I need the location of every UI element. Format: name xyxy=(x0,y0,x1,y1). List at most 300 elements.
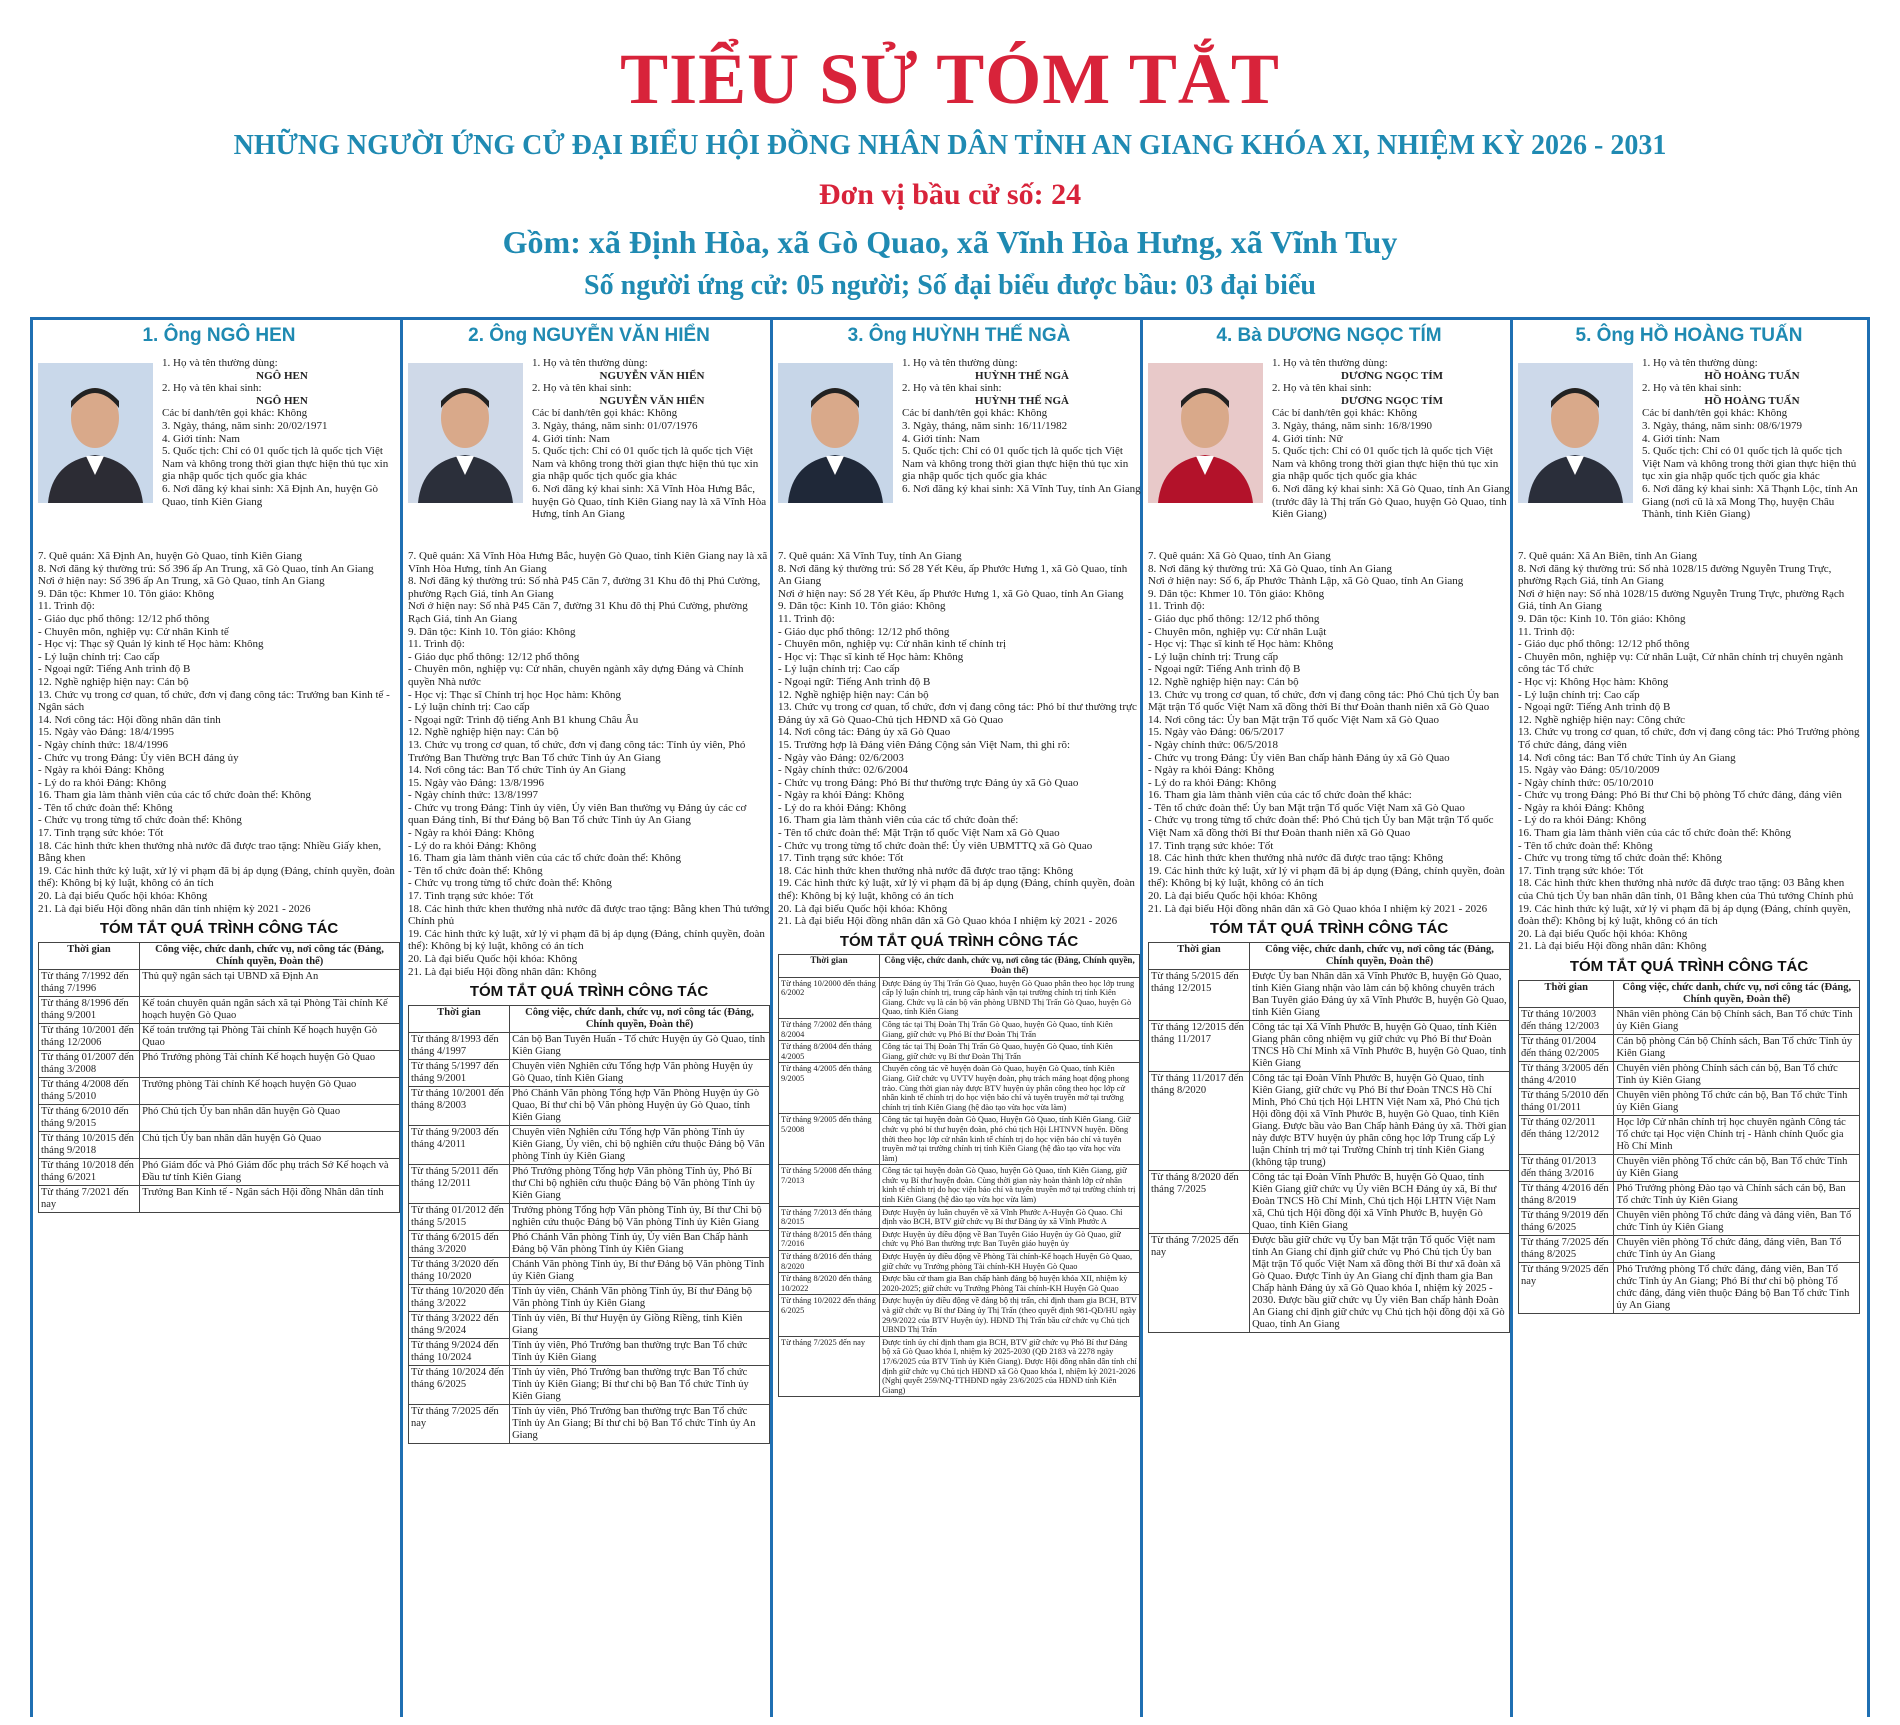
detail-line: 14. Nơi công tác: Ban Tổ chức Tỉnh ủy An Giang xyxy=(1518,751,1736,764)
info-line: 1. Họ và tên thường dùng: xyxy=(1272,357,1388,369)
info-line: 6. Nơi đăng ký khai sinh: Xã Gò Quao, tỉnh An Giang (trước đây là Thị trấn Gò Quao, huyện Gò Quao, tỉnh Kiên Giang) xyxy=(1272,482,1510,521)
info-line: 4. Giới tính: Nam xyxy=(162,432,240,445)
job-cell: Phó Trưởng phòng Tài chính Kế hoạch huyện Gò Quao xyxy=(140,1050,400,1077)
job-cell: Chuyên viên Nghiên cứu Tổng hợp Văn phòng Huyện ủy Gò Quao, tỉnh Kiên Giang xyxy=(510,1059,770,1086)
table-row xyxy=(1519,1061,1860,1088)
detail-line: 11. Trình độ: xyxy=(1148,600,1205,613)
detail-line: - Lý luận chính trị: Cao cấp xyxy=(408,701,530,714)
candidate-info xyxy=(532,357,772,521)
detail-line: - Lý luận chính trị: Trung cấp xyxy=(1148,650,1279,663)
detail-line: - Giáo dục phổ thông: 12/12 phổ thông xyxy=(408,650,580,663)
time-cell: Từ tháng 7/2025 đến nay xyxy=(1149,1233,1250,1332)
job-cell: Phó Chủ tịch Ủy ban nhân dân huyện Gò Quao xyxy=(140,1104,400,1131)
detail-line: 8. Nơi đăng ký thường trú: Xã Gò Quao, tỉnh An Giang xyxy=(1148,562,1392,575)
table-row xyxy=(1519,1154,1860,1181)
job-cell: Công tác tại Xã Vĩnh Phước B, huyện Gò Quao, tỉnh Kiên Giang phân công nhiệm vụ giữ chức vụ Phó Bí thư Đoàn TNCS Hồ Chí Minh xã Vĩnh Phước B, huyện Gò Quao, tỉnh Kiên Giang xyxy=(1250,1020,1510,1071)
job-cell: Chuyển công tác về huyện đoàn Gò Quao, huyện Gò Quao, tỉnh Kiên Giang. Giữ chức vụ UVTV huyện đoàn, phụ trách mảng hoạt động phong trào. Cùng thời gian này được BTV huyện ủy phân công theo học lớp cử nhân kinh tế chính trị do học viện báo chí và tuyên truyền mở tại trường chính trị tỉnh Kiên Giang (hệ đào tạo vừa học vừa làm) xyxy=(880,1063,1140,1114)
detail-line: - Chức vụ trong từng tổ chức đoàn thể: Phó Chủ tịch Ủy ban Mặt trận Tổ quốc Việt Nam xã đồng thời Bí thư Đoàn thanh niên xã Gò Quao xyxy=(1148,814,1494,840)
time-cell: Từ tháng 10/2020 đến tháng 3/2022 xyxy=(409,1284,510,1311)
detail-line: 12. Nghề nghiệp hiện nay: Cán bộ xyxy=(408,726,559,739)
info-line: DƯƠNG NGỌC TÍM xyxy=(1340,394,1444,407)
info-line: 1. Họ và tên thường dùng: xyxy=(902,357,1018,369)
job-cell: Thủ quỹ ngân sách tại UBND xã Định An xyxy=(140,969,400,996)
table-row xyxy=(39,969,400,996)
candidate-photo xyxy=(408,363,523,503)
job-header: Công việc, chức danh, chức vụ, nơi công tác (Đảng, Chính quyền, Đoàn thể) xyxy=(1250,942,1510,969)
table-row xyxy=(409,1338,770,1365)
time-cell: Từ tháng 6/2010 đến tháng 9/2015 xyxy=(39,1104,140,1131)
job-cell: Phó Trưởng phòng Tổ chức đảng, đảng viên, Ban Tổ chức Tỉnh ủy An Giang; Phó Bí thư chi bộ phòng Tổ chức đảng, đảng viên thuộc Đảng bộ Ban Tổ chức Tỉnh ủy An Giang xyxy=(1614,1262,1860,1313)
detail-line: 15. Ngày vào Đảng: 06/5/2017 xyxy=(1148,726,1284,739)
table-row xyxy=(39,1131,400,1158)
time-header: Thời gian xyxy=(409,1005,510,1032)
table-row xyxy=(779,1165,1140,1206)
info-line: HUỲNH THẾ NGÀ xyxy=(975,394,1069,407)
info-line: NGUYỄN VĂN HIỂN xyxy=(599,394,705,407)
detail-line: 17. Tình trạng sức khỏe: Tốt xyxy=(1148,839,1274,852)
detail-line: - Tên tổ chức đoàn thể: Ủy ban Mặt trận Tổ quốc Việt Nam xã Gò Quao xyxy=(1148,801,1465,814)
time-cell: Từ tháng 10/2001 đến tháng 12/2006 xyxy=(39,1023,140,1050)
time-cell: Từ tháng 8/2015 đến tháng 7/2016 xyxy=(779,1228,880,1250)
detail-line: - Lý do ra khỏi Đảng: Không xyxy=(778,801,907,814)
candidate-details xyxy=(38,550,400,1213)
candidate-photo xyxy=(1518,363,1633,503)
candidate-name-heading: 3. Ông HUỲNH THẾ NGÀ xyxy=(847,325,1071,346)
time-cell: Từ tháng 01/2013 đến tháng 3/2016 xyxy=(1519,1154,1614,1181)
table-row xyxy=(39,1104,400,1131)
table-row xyxy=(409,1086,770,1125)
table-row xyxy=(1149,1170,1510,1233)
time-cell: Từ tháng 6/2015 đến tháng 3/2020 xyxy=(409,1230,510,1257)
table-row xyxy=(409,1257,770,1284)
work-history-title: TÓM TẮT QUÁ TRÌNH CÔNG TÁC xyxy=(1569,958,1809,975)
detail-line: 14. Nơi công tác: Hội đồng nhân dân tỉnh xyxy=(38,713,221,726)
table-row xyxy=(1149,1020,1510,1071)
table-row xyxy=(779,1018,1140,1040)
table-row xyxy=(39,1158,400,1185)
time-header: Thời gian xyxy=(779,955,880,977)
detail-line: - Ngày chính thức: 05/10/2010 xyxy=(1518,776,1654,789)
candidate-column xyxy=(34,317,404,1717)
detail-line: 16. Tham gia làm thành viên của các tổ chức đoàn thể: Không xyxy=(408,852,682,865)
table-header-row xyxy=(39,942,400,969)
detail-line: - Học vị: Không Học hàm: Không xyxy=(1518,675,1669,688)
time-cell: Từ tháng 7/2025 đến tháng 8/2025 xyxy=(1519,1235,1614,1262)
detail-line: - Lý do ra khỏi Đảng: Không xyxy=(38,776,167,789)
info-line: HỒ HOÀNG TUẤN xyxy=(1704,394,1800,407)
table-row xyxy=(779,1206,1140,1228)
detail-line: - Ngày chính thức: 18/4/1996 xyxy=(38,738,168,751)
detail-line: 20. Là đại biểu Quốc hội khóa: Không xyxy=(778,902,948,915)
job-header: Công việc, chức danh, chức vụ, nơi công tác (Đảng, Chính quyền, Đoàn thể) xyxy=(1614,980,1860,1007)
info-line: NGÔ HEN xyxy=(256,394,308,407)
table-row xyxy=(409,1404,770,1443)
table-row xyxy=(1519,1181,1860,1208)
info-line: Các bí danh/tên gọi khác: Không xyxy=(1642,407,1788,420)
candidate-column xyxy=(774,317,1144,1717)
job-cell: Cán bộ phòng Cán bộ Chính sách, Ban Tổ chức Tỉnh ủy Kiên Giang xyxy=(1614,1034,1860,1061)
detail-line: 13. Chức vụ trong cơ quan, tổ chức, đơn vị đang công tác: Trưởng ban Kinh tế - Ngân sách xyxy=(38,688,390,714)
table-row xyxy=(779,1114,1140,1165)
job-cell: Phó Chánh Văn phòng Tỉnh ủy, Ủy viên Ban Chấp hành Đảng bộ Văn phòng Tỉnh ủy Kiên Giang xyxy=(510,1230,770,1257)
detail-line: 15. Ngày vào Đảng: 05/10/2009 xyxy=(1518,764,1660,777)
detail-line: 11. Trình độ: xyxy=(408,638,465,651)
detail-line: 18. Các hình thức khen thưởng nhà nước đã được trao tặng: Bằng khen Thủ tướng Chính phủ xyxy=(408,902,770,928)
detail-line: 14. Nơi công tác: Ban Tổ chức Tỉnh ủy An Giang xyxy=(408,764,626,777)
info-line: 6. Nơi đăng ký khai sinh: Xã Thạnh Lộc, tỉnh An Giang (nơi cũ là xã Mong Thọ, huyện Châu Thành, tỉnh Kiên Giang) xyxy=(1642,482,1858,521)
time-cell: Từ tháng 8/2004 đến tháng 4/2005 xyxy=(779,1041,880,1063)
detail-line: - Giáo dục phổ thông: 12/12 phổ thông xyxy=(1518,638,1690,651)
candidate-info xyxy=(162,357,402,508)
table-row xyxy=(409,1284,770,1311)
detail-line: - Ngày ra khỏi Đảng: Không xyxy=(1518,801,1645,814)
detail-line: - Học vị: Thạc sỹ Quản lý kinh tế Học hàm: Không xyxy=(38,638,264,651)
detail-line: 12. Nghề nghiệp hiện nay: Công chức xyxy=(1518,713,1685,726)
table-header-row xyxy=(409,1005,770,1032)
detail-line: - Học vị: Thạc sĩ Chính trị học Học hàm: Không xyxy=(408,688,622,701)
table-row xyxy=(39,1023,400,1050)
detail-line: 11. Trình độ: xyxy=(778,612,835,625)
table-row xyxy=(409,1059,770,1086)
time-cell: Từ tháng 7/2021 đến nay xyxy=(39,1185,140,1212)
job-cell: Tỉnh ủy viên, Phó Trưởng ban thường trực Ban Tổ chức Tỉnh ủy An Giang; Bí thư chi bộ Ban Tổ chức Tỉnh ủy An Giang xyxy=(510,1404,770,1443)
job-cell: Tỉnh ủy viên, Bí thư Huyện ủy Giồng Riềng, tỉnh Kiên Giang xyxy=(510,1311,770,1338)
info-line: 1. Họ và tên thường dùng: xyxy=(162,357,278,369)
job-cell: Phó Trưởng phòng Tổng hợp Văn phòng Tỉnh ủy, Phó Bí thư Chi bộ nghiên cứu thuộc Đảng bộ Văn phòng Tỉnh ủy Kiên Giang xyxy=(510,1164,770,1203)
job-cell: Phó Chánh Văn phòng Tổng hợp Văn Phòng Huyện ủy Gò Quao, Bí thư chi bộ Văn phòng Huyện ủy Gò Quao, tỉnh Kiên Giang xyxy=(510,1086,770,1125)
time-cell: Từ tháng 5/2011 đến tháng 12/2011 xyxy=(409,1164,510,1203)
job-cell: Trưởng Ban Kinh tế - Ngân sách Hội đồng Nhân dân tỉnh xyxy=(140,1185,400,1212)
time-cell: Từ tháng 7/2013 đến tháng 8/2015 xyxy=(779,1206,880,1228)
candidate-details xyxy=(1148,550,1510,1333)
candidate-details xyxy=(778,550,1140,1397)
time-cell: Từ tháng 9/2024 đến tháng 10/2024 xyxy=(409,1338,510,1365)
job-cell: Kế toán trưởng tại Phòng Tài chính Kế hoạch huyện Gò Quao xyxy=(140,1023,400,1050)
info-line: Các bí danh/tên gọi khác: Không xyxy=(532,407,678,420)
detail-line: 7. Quê quán: Xã Vĩnh Hòa Hưng Bắc, huyện Gò Quao, tỉnh Kiên Giang nay là xã Vĩnh Hòa Hưng, tỉnh An Giang xyxy=(408,550,768,575)
candidate-name-heading: 5. Ông HỒ HOÀNG TUẤN xyxy=(1575,325,1803,346)
job-cell: Học lớp Cử nhân chính trị học chuyên ngành Công tác Tổ chức tại Học viện Chính trị - Hành chính Quốc gia Hồ Chí Minh xyxy=(1614,1115,1860,1154)
detail-line: - Tên tổ chức đoàn thể: Không xyxy=(408,864,543,877)
table-row xyxy=(409,1032,770,1059)
info-line: 2. Họ và tên khai sinh: xyxy=(162,382,262,395)
detail-line: - Chuyên môn, nghiệp vụ: Cử nhân Kinh tế xyxy=(38,625,229,638)
detail-line: - Lý luận chính trị: Cao cấp xyxy=(778,663,900,676)
detail-line: 13. Chức vụ trong cơ quan, tổ chức, đơn vị đang công tác: Tỉnh ủy viên, Phó Trưởng Ban Thường trực Ban Tổ chức Tỉnh ủy An Giang xyxy=(408,738,746,764)
candidate-info xyxy=(1642,357,1862,521)
time-cell: Từ tháng 9/2003 đến tháng 4/2011 xyxy=(409,1125,510,1164)
info-line: 4. Giới tính: Nam xyxy=(1642,432,1720,445)
detail-line: 15. Ngày vào Đảng: 13/8/1996 xyxy=(408,776,544,789)
info-line: 2. Họ và tên khai sinh: xyxy=(1272,382,1372,395)
detail-line: 13. Chức vụ trong cơ quan, tổ chức, đơn vị đang công tác: Phó bí thư thường trực Đảng ủy xã Gò Quao-Chủ tịch HĐND xã Gò Quao xyxy=(778,701,1137,726)
info-line: NGUYỄN VĂN HIỂN xyxy=(599,369,705,382)
detail-line: - Lý do ra khỏi Đảng: Không xyxy=(408,839,537,852)
detail-line: 12. Nghề nghiệp hiện nay: Cán bộ xyxy=(778,688,929,701)
detail-line: 17. Tình trạng sức khỏe: Tốt xyxy=(38,827,164,840)
detail-line: - Ngày ra khỏi Đảng: Không xyxy=(408,827,535,840)
info-line: HỒ HOÀNG TUẤN xyxy=(1704,369,1800,382)
time-cell: Từ tháng 01/2012 đến tháng 5/2015 xyxy=(409,1203,510,1230)
time-cell: Từ tháng 3/2022 đến tháng 9/2024 xyxy=(409,1311,510,1338)
time-cell: Từ tháng 8/1996 đến tháng 9/2001 xyxy=(39,996,140,1023)
table-row xyxy=(1519,1262,1860,1313)
info-line: 3. Ngày, tháng, năm sinh: 20/02/1971 xyxy=(162,419,328,432)
table-row xyxy=(409,1164,770,1203)
info-line: 3. Ngày, tháng, năm sinh: 16/8/1990 xyxy=(1272,419,1432,432)
detail-line: - Chuyên môn, nghiệp vụ: Cử nhân, chuyên ngành xây dựng Đảng và Chính quyền Nhà nước xyxy=(408,663,744,688)
table-row xyxy=(39,996,400,1023)
table-header-row xyxy=(779,955,1140,977)
detail-line: 17. Tình trạng sức khỏe: Tốt xyxy=(1518,864,1644,877)
work-history-title: TÓM TẮT QUÁ TRÌNH CÔNG TÁC xyxy=(1209,920,1449,938)
detail-line: 20. Là đại biểu Quốc hội khóa: Không xyxy=(1518,927,1688,940)
detail-line: - Ngoại ngữ: Trình độ tiếng Anh B1 khung Châu Âu xyxy=(408,713,639,726)
time-header: Thời gian xyxy=(1149,942,1250,969)
detail-line: 19. Các hình thức kỷ luật, xử lý vi phạm đã bị áp dụng (Đảng, chính quyền, đoàn thể): Không bị kỷ luật, không có án tích xyxy=(1148,864,1505,890)
detail-line: Nơi ở hiện nay: Số 396 ấp An Trung, xã Gò Quao, tỉnh An Giang xyxy=(38,575,325,588)
candidate-details xyxy=(1518,550,1860,1314)
detail-line: 8. Nơi đăng ký thường trú: Số nhà P45 Căn 7, đường 31 Khu đô thị Phú Cường, phường Rạch Giá, tỉnh An Giang xyxy=(408,575,761,600)
info-line: 4. Giới tính: Nữ xyxy=(1272,432,1343,445)
time-cell: Từ tháng 5/1997 đến tháng 9/2001 xyxy=(409,1059,510,1086)
detail-line: - Chức vụ trong Đảng: Ủy viên Ban chấp hành Đảng ủy xã Gò Quao xyxy=(1148,751,1450,764)
table-row xyxy=(779,1228,1140,1250)
time-cell: Từ tháng 9/2025 đến nay xyxy=(1519,1262,1614,1313)
detail-line: 14. Nơi công tác: Ủy ban Mặt trận Tổ quốc Việt Nam xã Gò Quao xyxy=(1148,713,1439,726)
time-header: Thời gian xyxy=(1519,980,1614,1007)
table-row xyxy=(1519,1115,1860,1154)
info-line: 4. Giới tính: Nam xyxy=(902,432,980,445)
info-line: 6. Nơi đăng ký khai sinh: Xã Vĩnh Tuy, tỉnh An Giang xyxy=(902,482,1141,495)
candidate-details xyxy=(408,550,770,1444)
job-cell: Công tác tại Đoàn Vĩnh Phước B, huyện Gò Quao, tỉnh Kiên Giang, giữ chức vụ Phó Bí thư Đoàn TNCS Hồ Chí Minh, Phó Chủ tịch Hội LHTN Việt Nam xã, Phó Chủ tịch Hội đồng đội xã Vĩnh Phước B, huyện Gò Quao, tỉnh Kiên Giang. Được bầu vào Ban Chấp hành Đảng ủy xã. Thời gian này được BTV huyện ủy phân công học lớp Trung cấp Lý luận Chính trị mở tại Trường Chính trị tỉnh Kiên Giang (không tập trung) xyxy=(1250,1071,1510,1170)
detail-line: - Giáo dục phổ thông: 12/12 phổ thông xyxy=(1148,612,1320,625)
detail-line: - Lý luận chính trị: Cao cấp xyxy=(1518,688,1640,701)
time-cell: Từ tháng 10/2015 đến tháng 9/2018 xyxy=(39,1131,140,1158)
job-cell: Chuyên viên phòng Tổ chức cán bộ, Ban Tổ chức Tỉnh ủy Kiên Giang xyxy=(1614,1088,1860,1115)
info-line: 5. Quốc tịch: Chỉ có 01 quốc tịch là quốc tịch Việt Nam và không trong thời gian thực hiện thủ tục xin gia nhập quốc tịch quốc gia khác xyxy=(1272,445,1499,483)
detail-line: - Chức vụ trong từng tổ chức đoàn thể: Ủy viên UBMTTQ xã Gò Quao xyxy=(778,839,1093,852)
detail-line: - Chức vụ trong Đảng: Ủy viên BCH đảng ủy xyxy=(38,751,239,764)
detail-line: 20. Là đại biểu Quốc hội khóa: Không xyxy=(1148,890,1318,903)
detail-line: - Tên tổ chức đoàn thể: Không xyxy=(1518,839,1653,852)
time-cell: Từ tháng 8/1993 đến tháng 4/1997 xyxy=(409,1032,510,1059)
table-row xyxy=(1519,1235,1860,1262)
detail-line: 9. Dân tộc: Kinh 10. Tôn giáo: Không xyxy=(408,625,576,638)
detail-line: Nơi ở hiện nay: Số 6, ấp Phước Thành Lập, xã Gò Quao, tỉnh An Giang xyxy=(1148,575,1464,588)
detail-line: Nơi ở hiện nay: Số nhà 1028/15 đường Nguyễn Trung Trực, phường Rạch Giá, tỉnh An Giang xyxy=(1518,587,1845,613)
detail-line: - Chức vụ trong từng tổ chức đoàn thể: Không xyxy=(38,814,242,827)
time-cell: Từ tháng 10/2018 đến tháng 6/2021 xyxy=(39,1158,140,1185)
detail-line: 20. Là đại biểu Quốc hội khóa: Không xyxy=(408,953,578,965)
job-header: Công việc, chức danh, chức vụ, nơi công tác (Đảng, Chính quyền, Đoàn thể) xyxy=(140,942,400,969)
job-cell: Công tác tại huyện đoàn Gò Quao, huyện Gò Quao, tỉnh Kiên Giang, giữ chức vụ Bí thư huyện đoàn. Cùng thời gian này hoàn thành lớp cử nhân kinh tế chính trị do học viện báo chí và tuyên truyền mở tại trường chính trị tỉnh Kiên Giang (hệ đào tạo vừa học vừa làm) xyxy=(880,1165,1140,1206)
job-cell: Công tác tại Thị Đoàn Thị Trấn Gò Quao, huyện Gò Quao, tỉnh Kiên Giang, giữ chức vụ Bí thư Đoàn Thị Trấn xyxy=(880,1041,1140,1063)
detail-line: - Ngoại ngữ: Tiếng Anh trình độ B xyxy=(1518,701,1671,714)
time-cell: Từ tháng 8/2020 đến tháng 7/2025 xyxy=(1149,1170,1250,1233)
time-cell: Từ tháng 10/2024 đến tháng 6/2025 xyxy=(409,1365,510,1404)
candidate-name-heading: 2. Ông NGUYỄN VĂN HIỂN xyxy=(468,325,710,346)
work-history-table xyxy=(38,942,400,1213)
detail-line: 11. Trình độ: xyxy=(38,600,95,613)
time-cell: Từ tháng 3/2005 đến tháng 4/2010 xyxy=(1519,1061,1614,1088)
job-cell: Được Đảng ủy Thị Trấn Gò Quao, huyện Gò Quao phân theo học lớp trung cấp lý luận chính trị, trung cấp hành vận tại trường chính trị tỉnh Kiên Giang. Chức vụ là cán bộ văn phòng UBND Thị Trấn Gò Quao, huyện Gò Quao, tỉnh Kiên Giang xyxy=(880,977,1140,1018)
info-line: Các bí danh/tên gọi khác: Không xyxy=(162,407,308,420)
candidate-photo xyxy=(38,363,153,503)
detail-line: Nơi ở hiện nay: Số nhà P45 Căn 7, đường 31 Khu đô thị Phú Cường, phường Rạch Giá, tỉnh An Giang xyxy=(408,600,748,625)
time-cell: Từ tháng 11/2017 đến tháng 8/2020 xyxy=(1149,1071,1250,1170)
detail-line: 9. Dân tộc: Khmer 10. Tôn giáo: Không xyxy=(1148,587,1325,600)
detail-line: - Tên tổ chức đoàn thể: Không xyxy=(38,801,173,814)
detail-line: - Chuyên môn, nghiệp vụ: Cử nhân kinh tế chính trị xyxy=(778,638,1007,651)
info-line: 6. Nơi đăng ký khai sinh: Xã Định An, huyện Gò Quao, tỉnh Kiên Giang xyxy=(162,482,379,508)
job-cell: Tỉnh ủy viên, Chánh Văn phòng Tỉnh ủy, Bí thư Đảng bộ Văn phòng Tỉnh ủy Kiên Giang xyxy=(510,1284,770,1311)
info-line: 5. Quốc tịch: Chỉ có 01 quốc tịch là quốc tịch Việt Nam và không trong thời gian thực hiện thủ tục xin gia nhập quốc tịch quốc gia khác xyxy=(162,445,389,483)
detail-line: - Chức vụ trong từng tổ chức đoàn thể: Không xyxy=(408,877,612,890)
candidate-name-heading: 1. Ông NGÔ HEN xyxy=(142,325,296,346)
detail-line: - Ngày ra khỏi Đảng: Không xyxy=(1148,764,1275,777)
detail-line: - Chức vụ trong từng tổ chức đoàn thể: Không xyxy=(1518,852,1722,865)
detail-line: - Chức vụ trong Đảng: Phó Bí thư thường trực Đảng ủy xã Gò Quao xyxy=(778,776,1079,789)
candidate-info xyxy=(902,357,1142,496)
detail-line: - Ngoại ngữ: Tiếng Anh trình độ B xyxy=(778,675,931,688)
detail-line: - Chuyên môn, nghiệp vụ: Cử nhân Luật xyxy=(1148,625,1327,638)
detail-line: - Ngày ra khỏi Đảng: Không xyxy=(778,789,905,802)
table-row xyxy=(39,1185,400,1212)
detail-line: - Học vị: Thạc sĩ kinh tế Học hàm: Không xyxy=(778,650,964,663)
time-cell: Từ tháng 5/2010 đến tháng 01/2011 xyxy=(1519,1088,1614,1115)
detail-line: 12. Nghề nghiệp hiện nay: Cán bộ xyxy=(38,675,189,688)
table-row xyxy=(779,1251,1140,1273)
detail-line: 19. Các hình thức kỷ luật, xử lý vi phạm đã bị áp dụng (Đảng, chính quyền, đoàn thể): Không bị kỷ luật, không có án tích xyxy=(38,864,395,890)
job-cell: Tỉnh ủy viên, Phó Trưởng ban thường trực Ban Tổ chức Tỉnh ủy Kiên Giang xyxy=(510,1338,770,1365)
table-row xyxy=(39,1050,400,1077)
job-cell: Chánh Văn phòng Tỉnh ủy, Bí thư Đảng bộ Văn phòng Tỉnh ủy Kiên Giang xyxy=(510,1257,770,1284)
detail-line: 7. Quê quán: Xã Vĩnh Tuy, tỉnh An Giang xyxy=(778,550,962,562)
job-cell: Được huyện ủy điều động về đảng bộ thị trấn, chỉ định tham gia BCH, BTV và giữ chức vụ Bí thư Đảng ủy Thị Trấn (theo quyết định 981-QĐ/HU ngày 29/9/2022 của BTV Huyện ủy). HĐND Thị Trấn bầu cử chức vụ Chủ tịch UBND Thị Trấn xyxy=(880,1295,1140,1336)
job-cell: Chuyên viên Nghiên cứu Tổng hợp Văn phòng Tỉnh ủy Kiên Giang, Ủy viên, chi bộ nghiên cứu thuộc Đảng bộ Văn phòng Tỉnh ủy Kiên Giang xyxy=(510,1125,770,1164)
job-cell: Kế toán chuyên quản ngân sách xã tại Phòng Tài chính Kế hoạch huyện Gò Quao xyxy=(140,996,400,1023)
table-header-row xyxy=(1149,942,1510,969)
detail-line: - Ngoại ngữ: Tiếng Anh trình độ B xyxy=(1148,663,1301,676)
info-line: 2. Họ và tên khai sinh: xyxy=(532,382,632,395)
work-history-title: TÓM TẮT QUÁ TRÌNH CÔNG TÁC xyxy=(99,920,339,938)
time-cell: Từ tháng 8/2016 đến tháng 8/2020 xyxy=(779,1251,880,1273)
work-history-table xyxy=(1518,980,1860,1314)
job-cell: Được Huyện ủy luân chuyển về xã Vĩnh Phước A-Huyện Gò Quao. Chỉ định vào BCH, BTV giữ chức vụ Bí thư Đảng ủy xã Vĩnh Phước A xyxy=(880,1206,1140,1228)
job-cell: Chuyên viên phòng Tổ chức cán bộ, Ban Tổ chức Tỉnh ủy Kiên Giang xyxy=(1614,1154,1860,1181)
time-cell: Từ tháng 12/2015 đến tháng 11/2017 xyxy=(1149,1020,1250,1071)
time-cell: Từ tháng 7/2025 đến nay xyxy=(409,1404,510,1443)
unit-communes: Gồm: xã Định Hòa, xã Gò Quao, xã Vĩnh Hòa Hưng, xã Vĩnh Tuy xyxy=(502,224,1398,260)
time-cell: Từ tháng 3/2020 đến tháng 10/2020 xyxy=(409,1257,510,1284)
info-line: NGÔ HEN xyxy=(256,369,308,382)
time-cell: Từ tháng 01/2007 đến tháng 3/2008 xyxy=(39,1050,140,1077)
info-line: 3. Ngày, tháng, năm sinh: 01/07/1976 xyxy=(532,419,698,432)
detail-line: Nơi ở hiện nay: Số 28 Yết Kêu, ấp Phước Hưng 1, xã Gò Quao, tỉnh An Giang xyxy=(778,587,1124,600)
work-history-table xyxy=(1148,942,1510,1333)
time-cell: Từ tháng 10/2003 đến tháng 12/2003 xyxy=(1519,1007,1614,1034)
table-row xyxy=(779,1063,1140,1114)
detail-line: 11. Trình độ: xyxy=(1518,625,1575,638)
detail-line: 21. Là đại biểu Hội đồng nhân dân xã Gò Quao khóa I nhiệm kỳ 2021 - 2026 xyxy=(778,915,1118,928)
job-cell: Trưởng phòng Tài chính Kế hoạch huyện Gò Quao xyxy=(140,1077,400,1104)
job-header: Công việc, chức danh, chức vụ, nơi công tác (Đảng, Chính quyền, Đoàn thể) xyxy=(510,1005,770,1032)
info-line: HUỲNH THẾ NGÀ xyxy=(975,369,1069,382)
table-row xyxy=(779,1295,1140,1336)
detail-line: - Tên tổ chức đoàn thể: Mặt Trận tổ quốc Việt Nam xã Gò Quao xyxy=(778,827,1060,840)
detail-line: - Ngày ra khỏi Đảng: Không xyxy=(38,764,165,777)
job-cell: Được bầu cử tham gia Ban chấp hành đảng bộ huyện khóa XII, nhiệm kỳ 2020-2025; giữ chức vụ Trưởng Phòng Tài chính-KH Huyện Gò Quao xyxy=(880,1273,1140,1295)
detail-line: 19. Các hình thức kỷ luật, xử lý vi phạm đã bị áp dụng (Đảng, chính quyền, đoàn thể): Không bị kỷ luật, không có án tích xyxy=(778,877,1135,903)
detail-line: 20. Là đại biểu Quốc hội khóa: Không xyxy=(38,890,208,903)
column-divider xyxy=(30,317,33,1717)
info-line: 4. Giới tính: Nam xyxy=(532,432,610,445)
detail-line: - Chức vụ trong Đảng: Tỉnh ủy viên, Ủy viên Ban thường vụ Đảng ủy các cơ quan Đảng tỉnh, Bí thư Đảng bộ Ban Tổ chức Tỉnh ủy An Giang xyxy=(408,801,747,827)
detail-line: - Lý do ra khỏi Đảng: Không xyxy=(1148,776,1277,789)
detail-line: - Ngày chính thức: 02/6/2004 xyxy=(778,764,908,777)
info-line: Các bí danh/tên gọi khác: Không xyxy=(902,407,1048,420)
table-header-row xyxy=(1519,980,1860,1007)
job-cell: Công tác tại Đoàn Vĩnh Phước B, huyện Gò Quao, tỉnh Kiên Giang giữ chức vụ Ủy viên BCH Đảng ủy xã, Bí thư Đoàn TNCS Hồ Chí Minh, Chủ tịch Hội LHTN Việt Nam xã, Chủ tịch Hội đồng đội xã Vĩnh Phước B, huyện Gò Quao, tỉnh Kiên Giang xyxy=(1250,1170,1510,1233)
table-row xyxy=(1519,1007,1860,1034)
detail-line: - Lý do ra khỏi Đảng: Không xyxy=(1518,814,1647,827)
job-cell: Được tỉnh ủy chỉ định tham gia BCH, BTV giữ chức vụ Phó Bí thư Đảng bộ xã Gò Quao khóa I, nhiệm kỳ 2025-2030 (QĐ 2183 và 2278 ngày 17/6/2025 của BTV Tỉnh ủy Kiên Giang). Được Hội đồng nhân dân tỉnh chỉ định giữ chức vụ Chủ tịch HĐND xã Gò Quao khóa I, nhiệm kỳ 2021-2026 (Nghị quyết 259/NQ-TTHĐND ngày 23/6/2025 của HĐND tỉnh Kiên Giang) xyxy=(880,1336,1140,1397)
detail-line: 21. Là đại biểu Hội đồng nhân dân xã Gò Quao khóa I nhiệm kỳ 2021 - 2026 xyxy=(1148,902,1488,915)
detail-line: 18. Các hình thức khen thưởng nhà nước đã được trao tặng: Nhiều Giấy khen, Bằng khen xyxy=(38,839,382,865)
table-row xyxy=(779,1273,1140,1295)
table-row xyxy=(1519,1088,1860,1115)
time-cell: Từ tháng 10/2001 đến tháng 8/2003 xyxy=(409,1086,510,1125)
detail-line: 9. Dân tộc: Kinh 10. Tôn giáo: Không xyxy=(778,600,946,613)
detail-line: 8. Nơi đăng ký thường trú: Số nhà 1028/15 đường Nguyễn Trung Trực, phường Rạch Giá, tỉnh An Giang xyxy=(1518,562,1832,588)
detail-line: - Lý luận chính trị: Cao cấp xyxy=(38,650,160,663)
table-row xyxy=(1149,1233,1510,1332)
detail-line: 16. Tham gia làm thành viên của các tổ chức đoàn thể: Không xyxy=(1518,827,1792,840)
time-cell: Từ tháng 5/2008 đến tháng 7/2013 xyxy=(779,1165,880,1206)
detail-line: - Học vị: Thạc sĩ kinh tế Học hàm: Không xyxy=(1148,638,1334,651)
detail-line: 19. Các hình thức kỷ luật, xử lý vi phạm đã bị áp dụng (Đảng, chính quyền, đoàn thể): Không bị kỷ luật, không có án tích xyxy=(408,927,765,953)
time-cell: Từ tháng 9/2019 đến tháng 6/2025 xyxy=(1519,1208,1614,1235)
detail-line: 15. Trường hợp là Đảng viên Đảng Cộng sản Việt Nam, thì ghi rõ: xyxy=(778,738,1071,751)
info-line: 1. Họ và tên thường dùng: xyxy=(532,357,648,369)
job-cell: Được Huyện ủy điều động về Phòng Tài chính-Kế hoạch Huyện Gò Quao, giữ chức vụ Trưởng phòng Tài chính-KH Huyện Gò Quao xyxy=(880,1251,1140,1273)
table-row xyxy=(39,1077,400,1104)
detail-line: 7. Quê quán: Xã Định An, huyện Gò Quao, tỉnh Kiên Giang xyxy=(38,550,302,562)
candidate-photo xyxy=(1148,363,1263,503)
detail-line: - Giáo dục phổ thông: 12/12 phổ thông xyxy=(778,625,950,638)
detail-line: 16. Tham gia làm thành viên của các tổ chức đoàn thể: Không xyxy=(38,789,312,802)
table-row xyxy=(779,977,1140,1018)
job-cell: Phó Trưởng phòng Đào tạo và Chính sách cán bộ, Ban Tổ chức Tỉnh ủy Kiên Giang xyxy=(1614,1181,1860,1208)
detail-line: 21. Là đại biểu Hội đồng nhân dân: Không xyxy=(1518,940,1707,953)
detail-line: 18. Các hình thức khen thưởng nhà nước đã được trao tặng: Không xyxy=(1148,852,1444,865)
info-line: 3. Ngày, tháng, năm sinh: 08/6/1979 xyxy=(1642,419,1802,432)
time-cell: Từ tháng 7/2002 đến tháng 8/2004 xyxy=(779,1018,880,1040)
info-line: 5. Quốc tịch: Chỉ có 01 quốc tịch là quốc tịch Việt Nam và không trong thời gian thực hiện thủ tục xin gia nhập quốc tịch quốc gia khác xyxy=(532,445,759,483)
time-cell: Từ tháng 10/2022 đến tháng 6/2025 xyxy=(779,1295,880,1336)
work-history-title: TÓM TẮT QUÁ TRÌNH CÔNG TÁC xyxy=(839,932,1079,950)
work-history-table xyxy=(408,1005,770,1444)
time-cell: Từ tháng 02/2011 đến tháng 12/2012 xyxy=(1519,1115,1614,1154)
info-line: 3. Ngày, tháng, năm sinh: 16/11/1982 xyxy=(902,419,1068,432)
time-header: Thời gian xyxy=(39,942,140,969)
info-line: 5. Quốc tịch: Chỉ có 01 quốc tịch là quốc tịch Việt Nam và không trong thời gian thực hiện thủ tục xin gia nhập quốc tịch quốc gia khác xyxy=(902,445,1129,483)
time-cell: Từ tháng 5/2015 đến tháng 12/2015 xyxy=(1149,969,1250,1020)
detail-line: 8. Nơi đăng ký thường trú: Số 28 Yết Kêu, ấp Phước Hưng 1, xã Gò Quao, tỉnh An Giang xyxy=(778,562,1128,588)
detail-line: 7. Quê quán: Xã Gò Quao, tỉnh An Giang xyxy=(1148,550,1331,562)
